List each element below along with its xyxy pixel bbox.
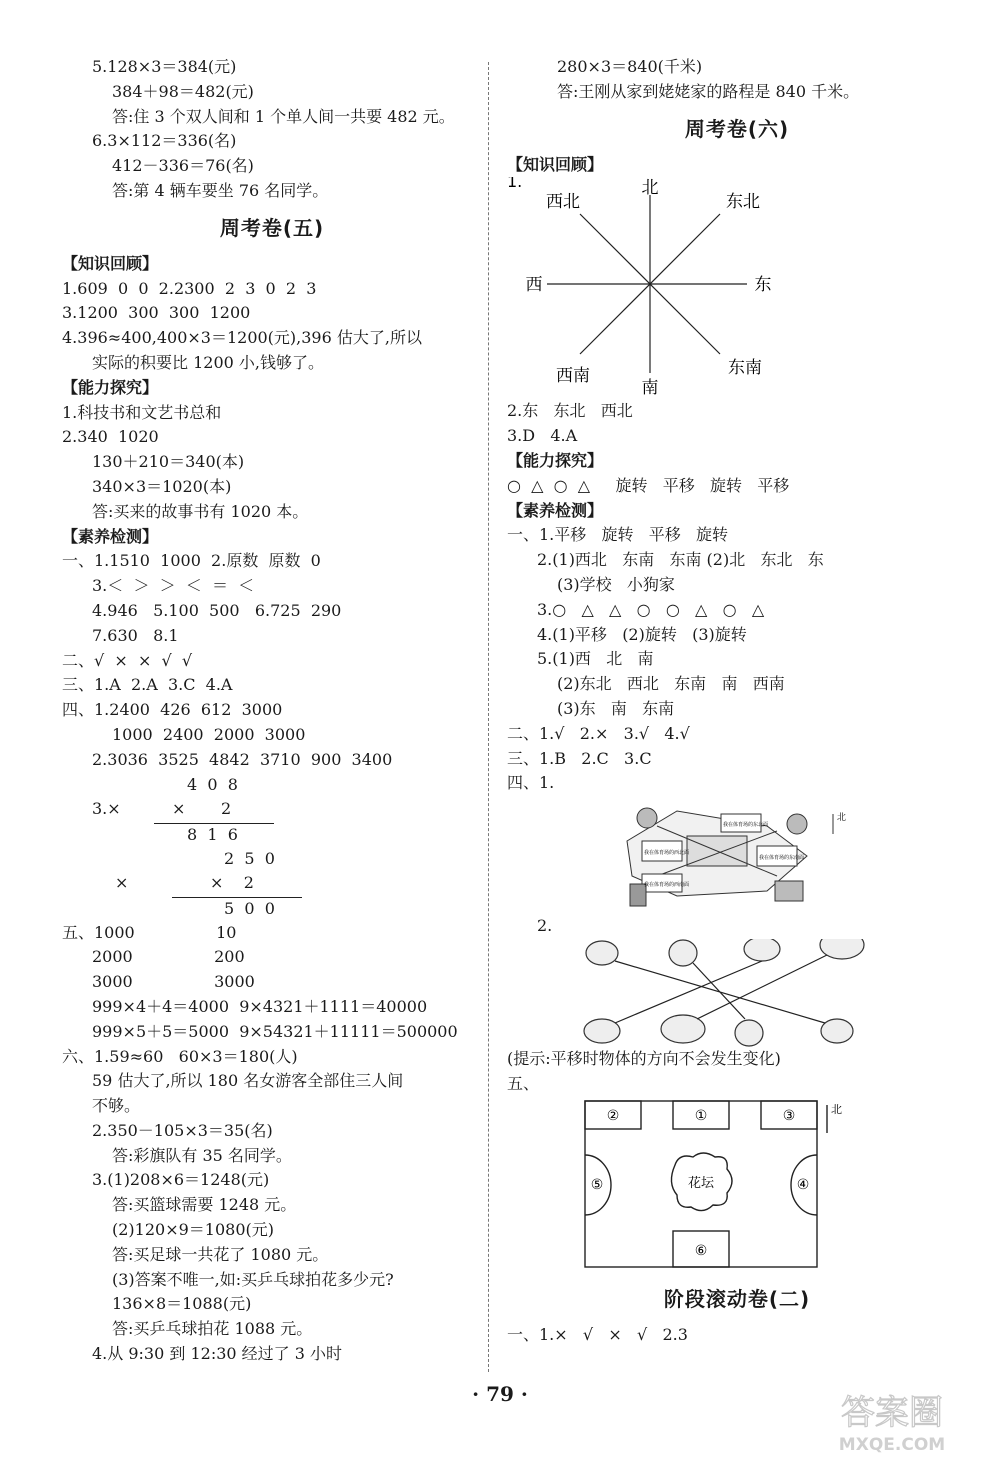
- text-line: 4.946 5.100 500 6.725 290: [92, 600, 342, 620]
- text-line: 答:彩旗队有 35 名同学。: [112, 1145, 292, 1165]
- section-heading: 【素养检测】: [507, 500, 604, 520]
- text-line: 2.东 东北 西北: [507, 401, 633, 421]
- text-line: 5.128×3＝384(元): [92, 57, 237, 76]
- bubble-text: 我在体育场的东南面: [759, 855, 805, 862]
- sheep-icon: [744, 939, 780, 961]
- text-line: 二、1.√ 2.× 3.√ 4.√: [507, 723, 690, 743]
- stadium-map-figure: [507, 796, 967, 914]
- compass-figure: [507, 177, 967, 399]
- text-line: 一、1.× √ × √ 2.3: [507, 1324, 688, 1344]
- text-line: 二、√ × × √ √: [62, 650, 193, 670]
- mult-row-2: × 2: [210, 872, 254, 892]
- text-line: 1.科技书和文艺书总和: [62, 402, 222, 422]
- text-line: ○ △ ○ △ 旋转 平移 旋转 平移: [507, 475, 790, 495]
- vertical-multiplication: [62, 773, 482, 921]
- text-line: 2.350－105×3＝35(名): [92, 1120, 273, 1140]
- text-line: (2)120×9＝1080(元): [112, 1220, 274, 1240]
- column-divider: [488, 62, 489, 1372]
- bubble-text: 我在体育场的西北面: [644, 850, 690, 857]
- section-heading: 【能力探究】: [507, 450, 604, 470]
- text-line: 答:买足球一共花了 1080 元。: [112, 1244, 329, 1264]
- mult-line-1: [154, 823, 274, 824]
- text-line: 不够。: [92, 1096, 141, 1116]
- text-line: 六、1.59≈60 60×3＝180(人): [62, 1046, 298, 1066]
- text-line: 4.396≈400,400×3＝1200(元),396 估大了,所以: [62, 328, 422, 348]
- mult-result-2: 5 0 0: [224, 898, 275, 918]
- text-line: 2.(1)西北 东南 东南 (2)北 东北 东: [537, 550, 824, 570]
- watermark-top-text: 答案圈: [841, 1393, 943, 1433]
- zone-3-label: ③: [782, 1107, 796, 1124]
- text-line: 3.1200 300 300 1200: [62, 303, 251, 323]
- stadium-map-illustration: [507, 796, 967, 914]
- zone-4-label: ④: [796, 1176, 810, 1193]
- text-line: 2000 200: [92, 947, 245, 967]
- mult-x-2: ×: [115, 872, 129, 892]
- house-icon: [775, 881, 803, 901]
- watermark-logo: [802, 1390, 982, 1456]
- animal-matching-diagram: [507, 939, 967, 1047]
- match-line: [697, 955, 827, 1019]
- tree-icon: [637, 808, 657, 828]
- zone-2-label: ②: [606, 1107, 620, 1124]
- text-line: 999×5＋5＝5000 9×54321＋11111＝500000: [92, 1021, 458, 1041]
- map-north-label: 北: [837, 813, 847, 824]
- mult-label: 3.×: [92, 798, 121, 818]
- text-line: 答:买篮球需要 1248 元。: [112, 1195, 297, 1215]
- text-line: 2.340 1020: [62, 427, 159, 447]
- text-line: 三、1.B 2.C 3.C: [507, 748, 652, 768]
- zone-1-label: ①: [694, 1107, 708, 1124]
- compass-east: 东: [754, 275, 772, 296]
- playground-north-label: 北: [831, 1102, 842, 1116]
- compass-northwest: 西北: [546, 192, 580, 213]
- left-column: [62, 55, 482, 1367]
- text-line: 五、1000 10: [62, 922, 237, 942]
- compass-number: 1.: [507, 177, 523, 192]
- text-line: 999×4＋4＝4000 9×4321＋1111＝40000: [92, 996, 428, 1016]
- text-line: 6.3×112＝336(名): [92, 131, 237, 151]
- compass-southeast: 东南: [728, 358, 762, 379]
- mult-top-2: 2 5 0: [224, 848, 275, 868]
- compass-northeast: 东北: [726, 192, 760, 213]
- text-line: 四、1.2400 426 612 3000: [62, 700, 283, 720]
- section-title: 阶段滚动卷(二): [663, 1286, 811, 1311]
- text-line: 3.○ △ △ ○ ○ △ ○ △: [537, 599, 765, 619]
- rabbit-icon: [669, 940, 697, 966]
- animal-matching-figure: [507, 939, 967, 1047]
- text-line: 1000 2400 2000 3000: [112, 724, 306, 744]
- section-heading: 【知识回顾】: [62, 253, 159, 273]
- house-icon: [787, 814, 807, 834]
- mult-row-1: × 2: [172, 798, 232, 818]
- text-line: 384＋98＝482(元): [112, 81, 254, 101]
- text-line: 3.D 4.A: [507, 426, 578, 446]
- mult-top-1: 4 0 8: [187, 774, 238, 794]
- playground-diagram: [507, 1097, 967, 1275]
- text-line: 3.＜ ＞ ＞ ＜ ＝ ＜: [92, 576, 255, 596]
- text-line: 412－336＝76(名): [112, 156, 254, 176]
- text-line: 340×3＝1020(本): [92, 476, 232, 496]
- flowerbed-label: 花坛: [687, 1175, 715, 1191]
- text-line: (3)东 南 东南: [557, 698, 675, 718]
- text-line: 答:买来的故事书有 1020 本。: [92, 501, 309, 521]
- text-line: 1.609 0 0 2.2300 2 3 0 2 3: [62, 278, 317, 298]
- compass-southwest: 西南: [556, 366, 590, 387]
- rabbit-icon: [735, 1020, 763, 1046]
- text-line: 一、1.平移 旋转 平移 旋转: [507, 525, 729, 545]
- text-line: (3)答案不唯一,如:买乒乓球拍花多少元?: [112, 1269, 394, 1289]
- text-line: 5.(1)西 北 南: [537, 649, 654, 669]
- mult-result-1: 8 1 6: [187, 824, 238, 844]
- text-line: 2.3036 3525 4842 3710 900 3400: [92, 749, 393, 769]
- kangaroo-icon: [821, 1019, 853, 1043]
- text-line: 答:第 4 辆车要坐 76 名同学。: [112, 180, 329, 200]
- elephant-icon: [820, 939, 864, 959]
- text-line: 3.(1)208×6＝1248(元): [92, 1170, 270, 1190]
- text-line: (2)东北 西北 东南 南 西南: [557, 674, 785, 694]
- compass-west: 西: [525, 275, 543, 296]
- zone-6-label: ⑥: [694, 1242, 708, 1259]
- text-line: 130＋210＝340(本): [92, 452, 245, 472]
- watermark-graphic: [802, 1390, 982, 1456]
- compass-north: 北: [641, 178, 659, 199]
- watermark-bottom-text: MXQE.COM: [838, 1435, 946, 1455]
- section-title: 周考卷(六): [684, 116, 790, 141]
- section-heading: 【知识回顾】: [507, 154, 604, 174]
- text-line: 4.从 9:30 到 12:30 经过了 3 小时: [92, 1344, 343, 1364]
- text-line: 实际的积要比 1200 小,钱够了。: [92, 352, 324, 372]
- bubble-text: 我在体育场的东北面: [723, 822, 769, 829]
- text-line: 59 估大了,所以 180 名女游客全部住三人间: [92, 1071, 404, 1091]
- compass-diagram: [507, 177, 967, 399]
- text-line: 一、1.1510 1000 2.原数 原数 0: [62, 551, 321, 571]
- page-number: · 79 ·: [472, 1382, 528, 1406]
- compass-south: 南: [641, 378, 659, 399]
- text-line: 2.: [537, 916, 553, 936]
- kangaroo-icon: [586, 941, 618, 965]
- section-heading: 【能力探究】: [62, 377, 159, 397]
- text-line: 答:住 3 个双人间和 1 个单人间一共要 482 元。: [112, 106, 455, 126]
- text-line: (3)学校 小狗家: [557, 574, 675, 594]
- text-line: 三、1.A 2.A 3.C 4.A: [62, 675, 233, 695]
- text-line: 答:王刚从家到姥姥家的路程是 840 千米。: [557, 81, 860, 101]
- mult-line-2: [172, 897, 302, 898]
- text-line: 4.(1)平移 (2)旋转 (3)旋转: [537, 624, 747, 644]
- hint-text: (提示:平移时物体的方向不会发生变化): [507, 1048, 781, 1068]
- text-line: 五、: [507, 1073, 540, 1093]
- text-line: 136×8＝1088(元): [112, 1294, 252, 1314]
- elephant-icon: [661, 1015, 705, 1043]
- section-title: 周考卷(五): [219, 215, 325, 240]
- text-line: 答:买乒乓球拍花 1088 元。: [112, 1319, 313, 1339]
- zone-5-label: ⑤: [590, 1176, 604, 1193]
- right-column: [507, 55, 967, 1347]
- text-line: 280×3＝840(千米): [557, 57, 703, 76]
- playground-figure: [507, 1097, 967, 1275]
- section-heading: 【素养检测】: [62, 526, 159, 546]
- text-line: 四、1.: [507, 773, 555, 793]
- text-line: 3000 3000: [92, 972, 255, 992]
- bubble-text: 我在体育场的西南面: [644, 882, 690, 889]
- sheep-icon: [584, 1019, 620, 1043]
- text-line: 7.630 8.1: [92, 625, 179, 645]
